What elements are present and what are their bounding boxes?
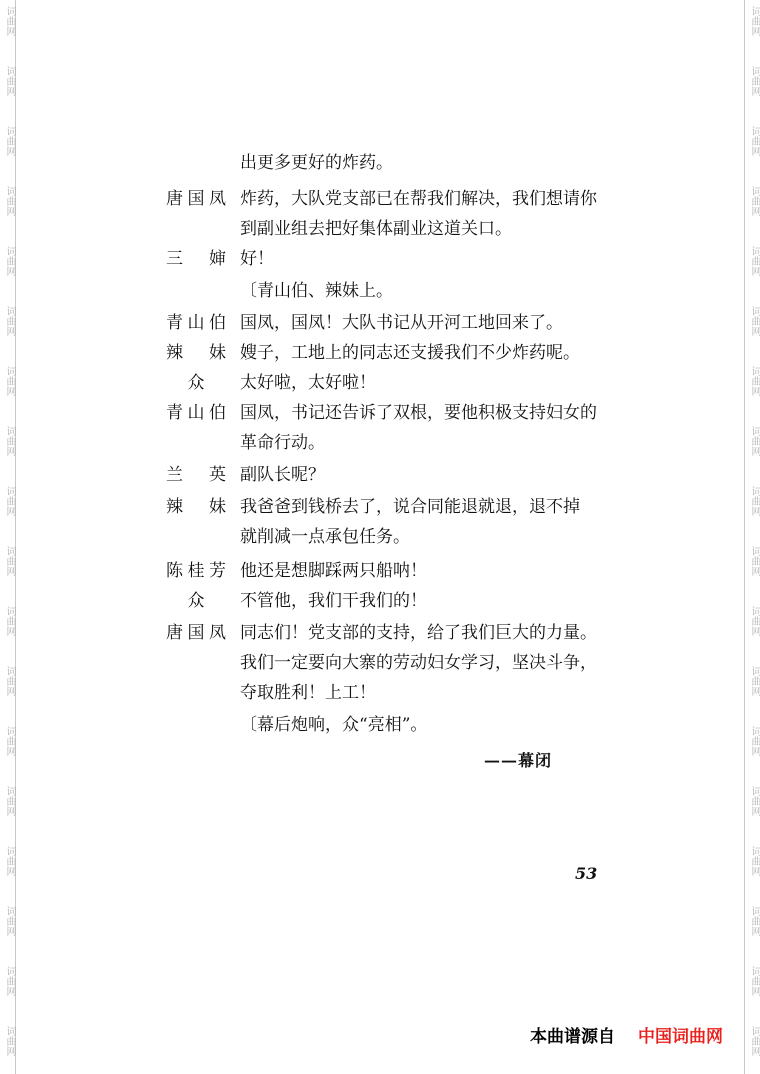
speaker-name: 唐国凤 [166,623,226,643]
watermark-text: 词曲网 [4,726,15,756]
speaker-name: 众 [187,591,205,611]
script-line: 好！ [240,249,274,269]
watermark-text: 词曲网 [749,966,760,996]
script-line: 夺取胜利！上工！ [240,683,376,703]
watermark-text: 词曲网 [4,366,15,396]
script-line: 他还是想脚踩两只船呐！ [240,561,427,581]
watermark-text: 词曲网 [4,426,15,456]
watermark-text: 词曲网 [749,366,760,396]
watermark-text: 词曲网 [749,666,760,696]
footer-site-link[interactable]: 中国词曲网 [638,1027,723,1047]
speaker-name: 青山伯 [166,313,226,333]
script-line: 不管他，我们干我们的！ [240,591,427,611]
script-line: 太好啦，太好啦！ [240,373,376,393]
script-line: 嫂子，工地上的同志还支援我们不少炸药呢。 [240,343,580,363]
script-line: 同志们！党支部的支持，给了我们巨大的力量。 [240,623,597,643]
watermark-text: 词曲网 [749,606,760,636]
watermark-text: 词曲网 [749,246,760,276]
watermark-text: 词曲网 [749,486,760,516]
watermark-text: 词曲网 [749,846,760,876]
speaker-name: 众 [187,373,205,393]
watermark-text: 词曲网 [4,306,15,336]
script-line: 出更多更好的炸药。 [240,153,393,173]
script-line: 国凤，国凤！大队书记从开河工地回来了。 [240,313,563,333]
watermark-text: 词曲网 [749,726,760,756]
watermark-text: 词曲网 [4,606,15,636]
script-line: 革命行动。 [240,433,325,453]
script-line: 我们一定要向大寨的劳动妇女学习，坚决斗争， [240,653,597,673]
script-line: 国凤，书记还告诉了双根，要他积极支持妇女的 [240,403,597,423]
watermark-text: 词曲网 [4,666,15,696]
speaker-name: 辣 妹 [166,343,226,363]
watermark-text: 词曲网 [4,246,15,276]
script-line: 我爸爸到钱桥去了，说合同能退就退，退不掉 [240,497,580,517]
watermark-text: 词曲网 [4,486,15,516]
stage-direction: 〔青山伯、辣妹上。 [240,281,393,301]
speaker-name: 唐国凤 [166,189,226,209]
watermark-text: 词曲网 [749,1026,760,1056]
watermark-text: 词曲网 [749,786,760,816]
watermark-text: 词曲网 [4,546,15,576]
curtain-close: ——幕闭 [484,751,553,770]
speaker-name: 三 婶 [166,249,226,269]
speaker-name: 兰 英 [166,465,226,485]
page-number: 53 [575,864,598,883]
watermark-text: 词曲网 [749,66,760,96]
watermark-text: 词曲网 [749,306,760,336]
watermark-text: 词曲网 [4,786,15,816]
watermark-text: 词曲网 [4,846,15,876]
script-line: 副队长呢？ [240,465,325,485]
script-line: 炸药，大队党支部已在帮我们解决，我们想请你 [240,189,597,209]
watermark-text: 词曲网 [749,126,760,156]
script-line: 就削减一点承包任务。 [240,527,410,547]
watermark-text: 词曲网 [4,126,15,156]
watermark-text: 词曲网 [749,186,760,216]
watermark-text: 词曲网 [749,906,760,936]
speaker-name: 陈桂芳 [166,561,226,581]
watermark-text: 词曲网 [4,6,15,36]
watermark-text: 词曲网 [4,966,15,996]
watermark-text: 词曲网 [4,66,15,96]
speaker-name: 青山伯 [166,403,226,423]
footer-source-label: 本曲谱源自 [530,1027,615,1047]
watermark-text: 词曲网 [749,426,760,456]
watermark-text: 词曲网 [4,186,15,216]
watermark-text: 词曲网 [4,906,15,936]
watermark-text: 词曲网 [749,546,760,576]
script-line: 到副业组去把好集体副业这道关口。 [240,219,512,239]
watermark-text: 词曲网 [749,6,760,36]
speaker-name: 辣 妹 [166,497,226,517]
watermark-text: 词曲网 [4,1026,15,1056]
stage-direction: 〔幕后炮响，众“亮相”。 [240,715,428,735]
